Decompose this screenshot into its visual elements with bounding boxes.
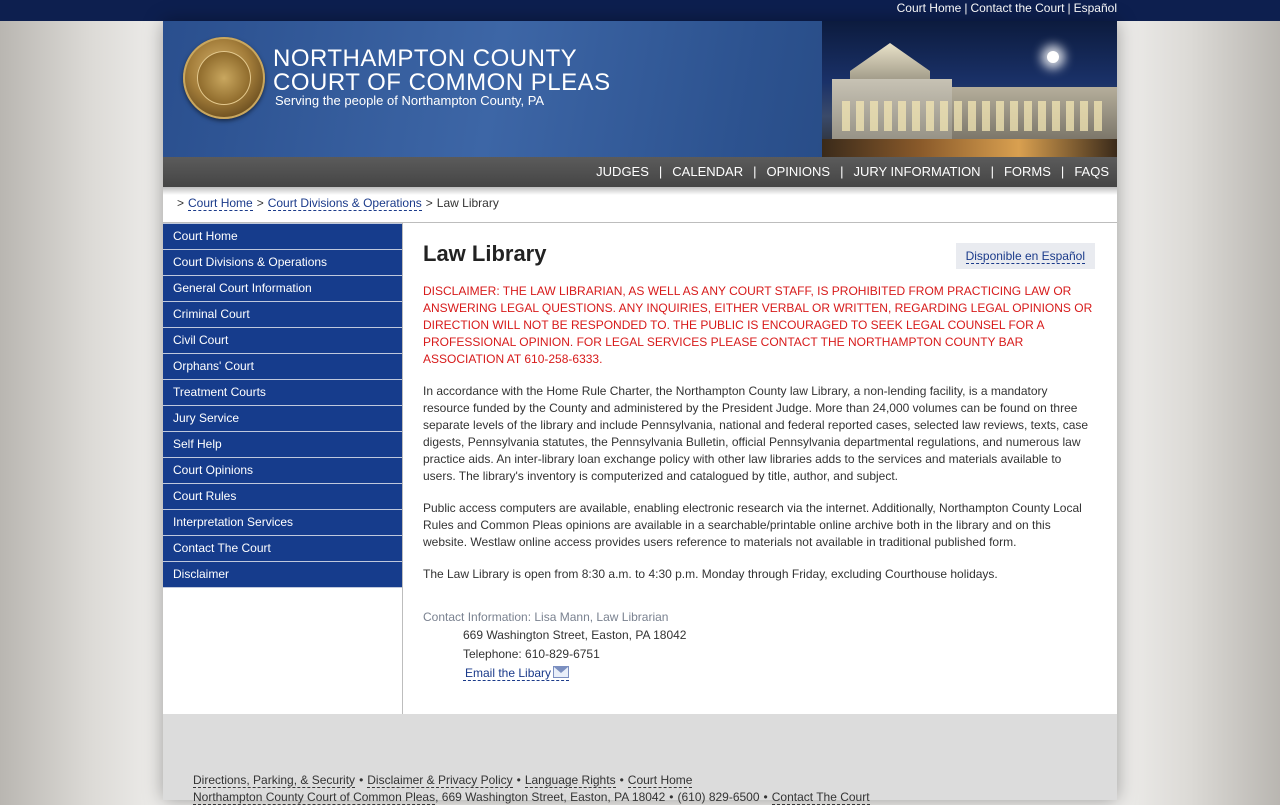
top-link-contact[interactable]: Contact the Court [970, 1, 1065, 15]
footer-dot: • [669, 790, 674, 804]
seal-center [197, 51, 251, 105]
footer-address-line [193, 790, 870, 804]
main-content [423, 239, 1093, 683]
footer-links [193, 773, 692, 787]
top-bar [0, 0, 1280, 21]
email-library-label: Email the Libary [465, 666, 552, 680]
sidebar-item-treatment-courts[interactable]: Treatment Courts [163, 380, 403, 406]
courthouse-windows [842, 101, 1102, 131]
footer-address: , 669 Washington Street, Easton, PA 18042 [435, 790, 666, 804]
breadcrumb-separator: > [256, 196, 264, 210]
main-nav-items [596, 157, 1109, 187]
nav-separator: | [840, 164, 844, 179]
sidebar-item-court-divisions[interactable]: Court Divisions & Operations [163, 250, 403, 276]
nav-opinions[interactable]: OPINIONS [766, 164, 831, 179]
sidebar-item-court-rules[interactable]: Court Rules [163, 484, 403, 510]
disclaimer-text: DISCLAIMER: THE LAW LIBRARIAN, AS WELL AS ANY COURT STAFF, IS PROHIBITED FROM PRACTICING LAW OR ANSWERING LEGAL QUESTIONS. ANY INQUIRIES, EITHER VERBAL OR WRITTEN, REGARDING LEGAL OPINIONS OR DIRECTION WILL NOT BE RESPONDED TO. THE PUBLIC IS ENCOURAGED TO SEEK LEGAL COUNSEL FOR A PROFESSIONAL OPINION. FOR LEGAL SERVICES PLEASE CONTACT THE NORTHAMPTON COUNTY BAR ASSOCIATION AT 610-258-6333. [423, 284, 1093, 366]
site-subtitle: Serving the people of Northampton County, PA [275, 93, 545, 108]
sidebar-item-contact[interactable]: Contact The Court [163, 536, 403, 562]
footer-dot: • [619, 773, 624, 787]
nav-shadow [163, 187, 1117, 195]
breadcrumb-current: Law Library [436, 196, 499, 210]
footer-dot: • [516, 773, 521, 787]
nav-jury-information[interactable]: JURY INFORMATION [853, 164, 981, 179]
footer-court-name-link[interactable]: Northampton County Court of Common Pleas [193, 790, 436, 804]
sidebar-item-orphans-court[interactable]: Orphans' Court [163, 354, 403, 380]
nav-separator: | [990, 164, 994, 179]
sidebar-item-disclaimer[interactable]: Disclaimer [163, 562, 403, 588]
breadcrumb-court-home[interactable]: Court Home [188, 196, 253, 210]
contact-address: 669 Washington Street, Easton, PA 18042 [463, 628, 687, 642]
library-description: In accordance with the Home Rule Charter, the Northampton County law Library, a non-lending facility, is a mandatory resource funded by the County and administered by the President Judge. More than 24,000 volumes can be found on three separate levels of the library and include Pennsylvania, national and federal reported cases, selected law reviews, texts, case digests, Pennsylvania statutes, the Pennsylvania Bulletin, official Pennsylvania departmental regulations, and numerous law practice aids. An inter-library loan exchange policy with other law libraries adds to the services and materials available to users. The library's inventory is computerized and catalogued by title, author, and subject. [423, 384, 1089, 483]
street-light [1047, 51, 1059, 63]
contact-heading: Contact Information: Lisa Mann, Law Librarian [423, 610, 669, 624]
page-title: Law Library [423, 241, 547, 266]
sidebar-item-interpretation[interactable]: Interpretation Services [163, 510, 403, 536]
contact-telephone: Telephone: 610-829-6751 [463, 647, 600, 661]
site-title-line2: COURT OF COMMON PLEAS [273, 69, 611, 96]
sidebar-item-jury-service[interactable]: Jury Service [163, 406, 403, 432]
footer-dot: • [763, 790, 768, 804]
footer-link-disclaimer[interactable]: Disclaimer & Privacy Policy [367, 773, 513, 787]
sidebar-item-civil-court[interactable]: Civil Court [163, 328, 403, 354]
sidebar-item-criminal-court[interactable]: Criminal Court [163, 302, 403, 328]
breadcrumb-separator: > [425, 196, 433, 210]
spanish-version-link[interactable]: Disponible en Español [965, 249, 1085, 263]
footer-phone: (610) 829-6500 [677, 790, 760, 804]
breadcrumb-divisions[interactable]: Court Divisions & Operations [267, 196, 422, 210]
breadcrumb [173, 195, 499, 211]
nav-faqs[interactable]: FAQS [1074, 164, 1109, 179]
page-container [163, 21, 1117, 804]
site-header [163, 21, 1117, 157]
footer-link-court-home[interactable]: Court Home [627, 773, 693, 787]
top-link-separator: | [1067, 1, 1071, 15]
sidebar-nav [163, 223, 403, 588]
nav-separator: | [753, 164, 757, 179]
courthouse-dome [850, 43, 930, 83]
main-nav [163, 157, 1117, 187]
nav-calendar[interactable]: CALENDAR [672, 164, 744, 179]
sidebar-item-general-info[interactable]: General Court Information [163, 276, 403, 302]
nav-forms[interactable]: FORMS [1003, 164, 1051, 179]
spanish-version-button [956, 243, 1095, 269]
public-access-info: Public access computers are available, enabling electronic research via the internet. Additionally, Northampton County Local Rules and Common Pleas opinions are available in a searchable/printable online archive both in the library and on this website. Westlaw online access provides users reference to materials not available in traditional published form. [423, 501, 1082, 549]
envelope-icon [553, 666, 569, 678]
road-lights [822, 139, 1117, 157]
breadcrumb-separator: > [177, 196, 185, 210]
top-link-court-home[interactable]: Court Home [896, 1, 962, 15]
library-hours: The Law Library is open from 8:30 a.m. to 4:30 p.m. Monday through Friday, excluding Courthouse holidays. [423, 567, 998, 581]
footer-link-language-rights[interactable]: Language Rights [524, 773, 616, 787]
nav-judges[interactable]: JUDGES [596, 164, 649, 179]
courthouse-image [822, 21, 1117, 157]
county-seal-icon [183, 37, 265, 119]
contact-email-row [463, 664, 1093, 683]
footer-link-directions[interactable]: Directions, Parking, & Security [193, 773, 356, 787]
top-link-espanol[interactable]: Español [1073, 1, 1117, 15]
sidebar-divider [402, 223, 403, 714]
site-title-line1: NORTHAMPTON COUNTY [273, 45, 578, 72]
site-footer [163, 714, 1117, 804]
email-library-link[interactable] [463, 666, 569, 681]
top-link-separator: | [964, 1, 968, 15]
top-links [897, 0, 1117, 21]
footer-contact-link[interactable]: Contact The Court [771, 790, 870, 804]
sidebar-item-self-help[interactable]: Self Help [163, 432, 403, 458]
sidebar-item-court-home[interactable]: Court Home [163, 223, 403, 250]
sidebar-item-court-opinions[interactable]: Court Opinions [163, 458, 403, 484]
nav-separator: | [658, 164, 663, 179]
footer-dot: • [359, 773, 364, 787]
nav-separator: | [1060, 164, 1065, 179]
